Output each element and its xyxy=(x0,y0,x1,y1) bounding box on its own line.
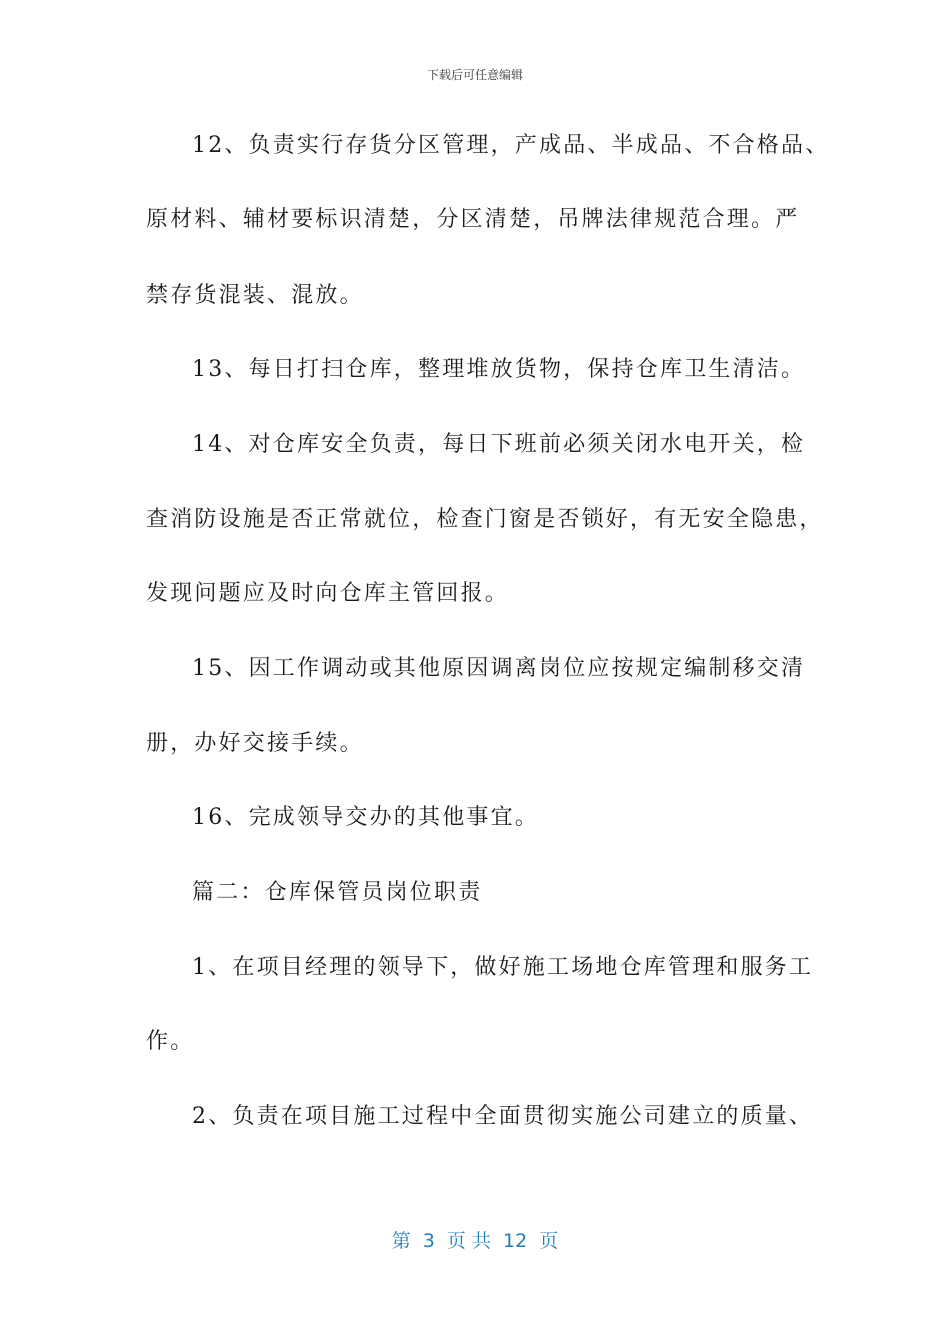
paragraph-1-line-2: 作。 xyxy=(146,1029,195,1054)
paragraph-12-line-3: 禁存货混装、混放。 xyxy=(146,283,364,308)
paragraph-15-line-2: 册，办好交接手续。 xyxy=(146,731,364,756)
paragraph-14-line-2: 查消防设施是否正常就位，检查门窗是否锁好，有无安全隐患， xyxy=(146,507,824,532)
header-note: 下载后可任意编辑 xyxy=(426,68,523,82)
section-heading: 篇二：仓库保管员岗位职责 xyxy=(192,880,483,905)
paragraph-13: 13、每日打扫仓库，整理堆放货物，保持仓库卫生清洁。 xyxy=(192,357,806,382)
paragraph-1-line-1: 1、在项目经理的领导下，做好施工场地仓库管理和服务工 xyxy=(192,955,814,980)
paragraph-14-line-3: 发现问题应及时向仓库主管回报。 xyxy=(146,581,510,606)
paragraph-12-line-1: 12、负责实行存货分区管理，产成品、半成品、不合格品、 xyxy=(192,133,830,158)
paragraph-12-line-2: 原材料、辅材要标识清楚，分区清楚，吊牌法律规范合理。严 xyxy=(146,207,800,232)
page-number-footer: 第 3 页 共 12 页 xyxy=(391,1230,559,1252)
paragraph-16: 16、完成领导交办的其他事宜。 xyxy=(192,805,539,830)
paragraph-15-line-1: 15、因工作调动或其他原因调离岗位应按规定编制移交清 xyxy=(192,656,806,681)
paragraph-2-line-1: 2、负责在项目施工过程中全面贯彻实施公司建立的质量、 xyxy=(192,1104,814,1129)
paragraph-14-line-1: 14、对仓库安全负责，每日下班前必须关闭水电开关，检 xyxy=(192,432,806,457)
